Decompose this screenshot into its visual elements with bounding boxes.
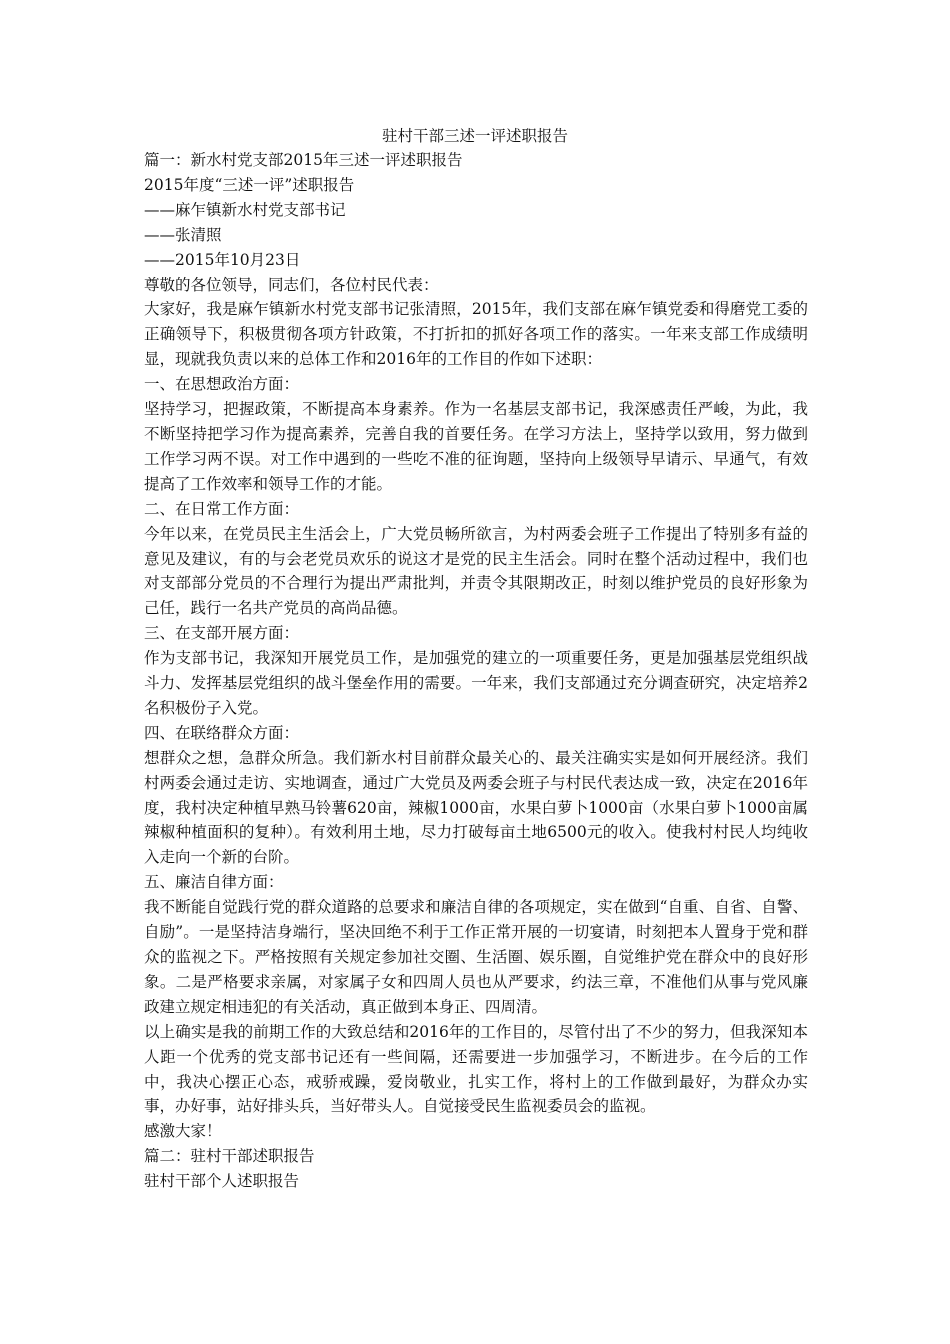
author-position: ——麻乍镇新水村党支部书记 [144,200,346,219]
paragraph-masses: 想群众之想，急群众所急。我们新水村目前群众最关心的、最关注确实实是如何开展经济。我们村两委会通过走访、实地调查，通过广大党员及两委会班子与村民代表达成一致，决定在2016年度，我村决定种植早熟马铃薯620亩，辣椒1000亩，水果白萝卜1000亩（水果白萝卜1000亩属辣椒种植面积的复种）。有效利用土地，尽力打破每亩土地6500元的收入。使我村村民人均纯收入走向一个新的台阶。 [144,748,808,867]
section-heading-daily-work: 二、在日常工作方面： [144,499,300,518]
author-name: ——张清照 [144,225,222,244]
subheading-personal-report: 驻村干部个人述职报告 [144,1172,300,1191]
paragraph-branch: 作为支部书记，我深知开展党员工作，是加强党的建立的一项重要任务，更是加强基层党组织战斗力、发挥基层党组织的战斗堡垒作用的需要。一年来，我们支部通过充分调查研究，决定培养2名积极份子入党。 [144,649,808,717]
heading-article-two: 篇二：驻村干部述职报告 [144,1147,315,1166]
heading-article-one: 篇一：新水村党支部2015年三述一评述职报告 [144,151,463,169]
paragraph-integrity: 我不断能自觉践行党的群众道路的总要求和廉洁自律的各项规定，实在做到“自重、自省、自警、自励”。一是坚持洁身端行，坚决回绝不利于工作正常开展的一切宴请，时刻把本人置身于党和群众的监视之下。严格按照有关规定参加社交圈、生活圈、娱乐圈，自觉维护党在群众中的良好形象。二是严格要求亲属，对家属子女和四周人员也从严要求，约法三章，不准他们从事与党风廉政建立规定相违犯的有关活动，真正做到本身正、四周清。 [144,898,808,1016]
document-body [144,148,808,1194]
paragraph-intro: 大家好，我是麻乍镇新水村党支部书记张清照，2015年，我们支部在麻乍镇党委和得磨党工委的正确领导下，积极贯彻各项方针政策，不打折扣的抓好各项工作的落实。一年来支部工作成绩明显，现就我负责以来的总体工作和2016年的工作目的作如下述职： [144,300,808,369]
document-title: 驻村干部三述一评述职报告 [381,127,568,145]
section-heading-political: 一、在思想政治方面： [144,375,300,394]
section-heading-integrity: 五、廉洁自律方面： [144,873,284,892]
report-title: 2015年度“三述一评”述职报告 [144,175,355,194]
section-heading-branch: 三、在支部开展方面： [144,624,300,643]
salutation: 尊敬的各位领导，同志们，各位村民代表： [144,275,439,294]
paragraph-political: 坚持学习，把握政策，不断提高本身素养。作为一名基层支部书记，我深感责任严峻，为此，我不断坚持把学习作为提高素养，完善自我的首要任务。在学习方法上，坚持学以致用，努力做到工作学习两不误。对工作中遇到的一些吃不准的征询题，坚持向上级领导早请示、早通气，有效提高了工作效率和领导工作的才能。 [144,400,808,493]
paragraph-daily-work: 今年以来，在党员民主生活会上，广大党员畅所欲言，为村两委会班子工作提出了特别多有益的意见及建议，有的与会老党员欢乐的说这才是党的民主生活会。同时在整个活动过程中，我们也对支部部分党员的不合理行为提出严肃批判，并责令其限期改正，时刻以维护党员的良好形象为己任，践行一名共产党员的高尚品德。 [144,524,808,618]
paragraph-conclusion: 以上确实是我的前期工作的大致总结和2016年的工作目的，尽管付出了不少的努力，但我深知本人距一个优秀的党支部书记还有一些间隔，还需要进一步加强学习，不断进步。在今后的工作中，我决心摆正心态，戒骄戒躁，爱岗敬业，扎实工作，将村上的工作做到最好，为群众办实事，办好事，站好排头兵，当好带头人。自觉接受民生监视委员会的监视。 [144,1022,808,1116]
report-date: ——2015年10月23日 [144,250,301,269]
section-heading-masses: 四、在联络群众方面： [144,723,300,742]
thanks-line: 感激大家！ [144,1122,222,1141]
